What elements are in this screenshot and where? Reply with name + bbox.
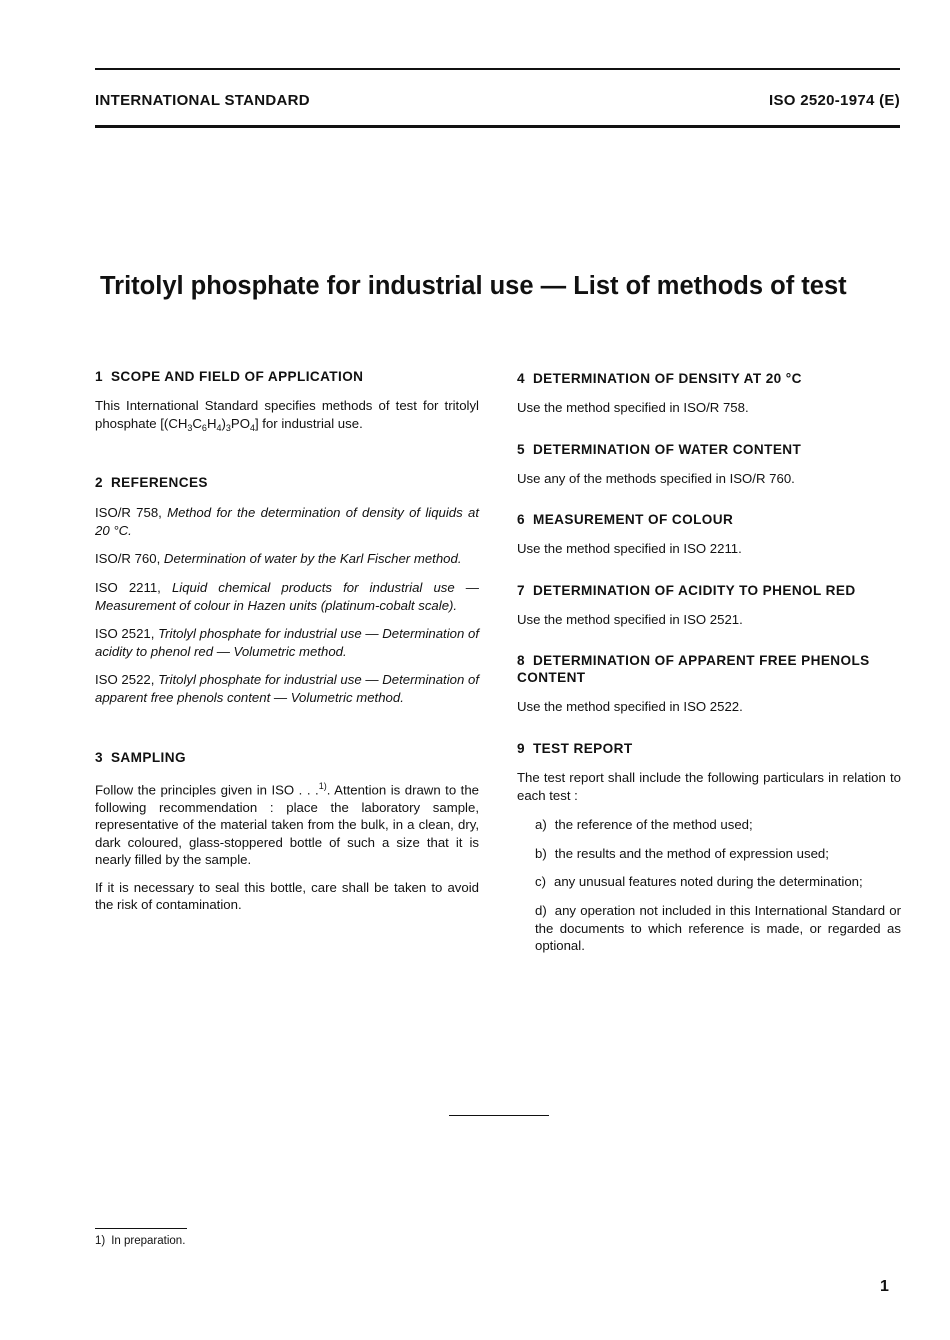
section-6-heading: 6 MEASUREMENT OF COLOUR	[517, 512, 734, 528]
section-8-heading: 8 DETERMINATION OF APPARENT FREE PHENOLS CONTENT	[517, 653, 870, 686]
reference-item: ISO 2522, Tritolyl phosphate for industrial use — Determination of apparent free phenols content — Volumetric method.	[95, 672, 479, 705]
reference-item: ISO 2521, Tritolyl phosphate for industrial use — Determination of acidity to phenol red — Volumetric method.	[95, 626, 479, 659]
reference-item: ISO/R 758, Method for the determination of density of liquids at 20 °C.	[95, 505, 479, 538]
left-column	[95, 368, 479, 914]
section-5-heading: 5 DETERMINATION OF WATER CONTENT	[517, 441, 802, 457]
reference-item: ISO 2211, Liquid chemical products for industrial use — Measurement of colour in Hazen units (platinum-cobalt scale).	[95, 579, 479, 613]
section-6-text: Use the method specified in ISO 2211.	[517, 541, 742, 557]
top-rule-thick	[95, 125, 900, 128]
footnote-ref: 1)	[318, 780, 327, 791]
section-7-heading: 7 DETERMINATION OF ACIDITY TO PHENOL RED	[517, 582, 856, 598]
list-item: b) the results and the method of expression used;	[535, 845, 829, 861]
list-item: a) the reference of the method used;	[535, 817, 753, 833]
section-1-heading: 1 SCOPE AND FIELD OF APPLICATION	[95, 369, 364, 384]
list-item: d) any operation not included in this International Standard or the documents to which reference is made, or regarded as optional.	[535, 902, 901, 954]
section-3-heading: 3 SAMPLING	[95, 749, 186, 765]
section-1-text: This International Standard specifies methods of test for tritolyl phosphate $[(CH_3C_6H_4)_3PO_4]$ for industrial use.	[95, 398, 479, 433]
footnote-rule	[95, 1228, 187, 1229]
section-9-heading: 9 TEST REPORT	[517, 740, 633, 756]
section-3-paragraph-1: Follow the principles given in ISO . . .$^{1)}$. Attention is drawn to the following recommendation : place the laboratory sample, representative of the material taken from the bulk, in a clean, dry, dark coloured, glass-stoppered bottle of such a size that it is nearly filled by the sample.	[95, 780, 479, 868]
document-title: Tritolyl phosphate for industrial use — List of methods of test	[100, 272, 847, 300]
section-2-heading: 2 REFERENCES	[95, 475, 208, 491]
right-column	[517, 370, 901, 955]
section-4-heading: 4 DETERMINATION OF DENSITY AT 20 °C	[517, 371, 802, 386]
top-rule-thin	[95, 68, 900, 70]
section-5-text: Use any of the methods specified in ISO/R 760.	[517, 470, 795, 486]
end-of-text-rule	[449, 1115, 549, 1116]
page-number: 1	[880, 1278, 889, 1295]
reference-item: ISO/R 760, Determination of water by the Karl Fischer method.	[95, 551, 462, 567]
list-item: c) any unusual features noted during the determination;	[535, 874, 863, 890]
section-4-text: Use the method specified in ISO/R 758.	[517, 400, 749, 415]
section-7-text: Use the method specified in ISO 2521.	[517, 611, 743, 627]
header-left: INTERNATIONAL STANDARD	[95, 92, 310, 109]
section-8-text: Use the method specified in ISO 2522.	[517, 699, 743, 715]
section-3-paragraph-2: If it is necessary to seal this bottle, care shall be taken to avoid the risk of contamination.	[95, 879, 479, 913]
footnote: 1) In preparation.	[95, 1235, 186, 1247]
header-right: ISO 2520-1974 (E)	[768, 92, 900, 109]
section-9-intro: The test report shall include the following particulars in relation to each test :	[517, 769, 901, 803]
